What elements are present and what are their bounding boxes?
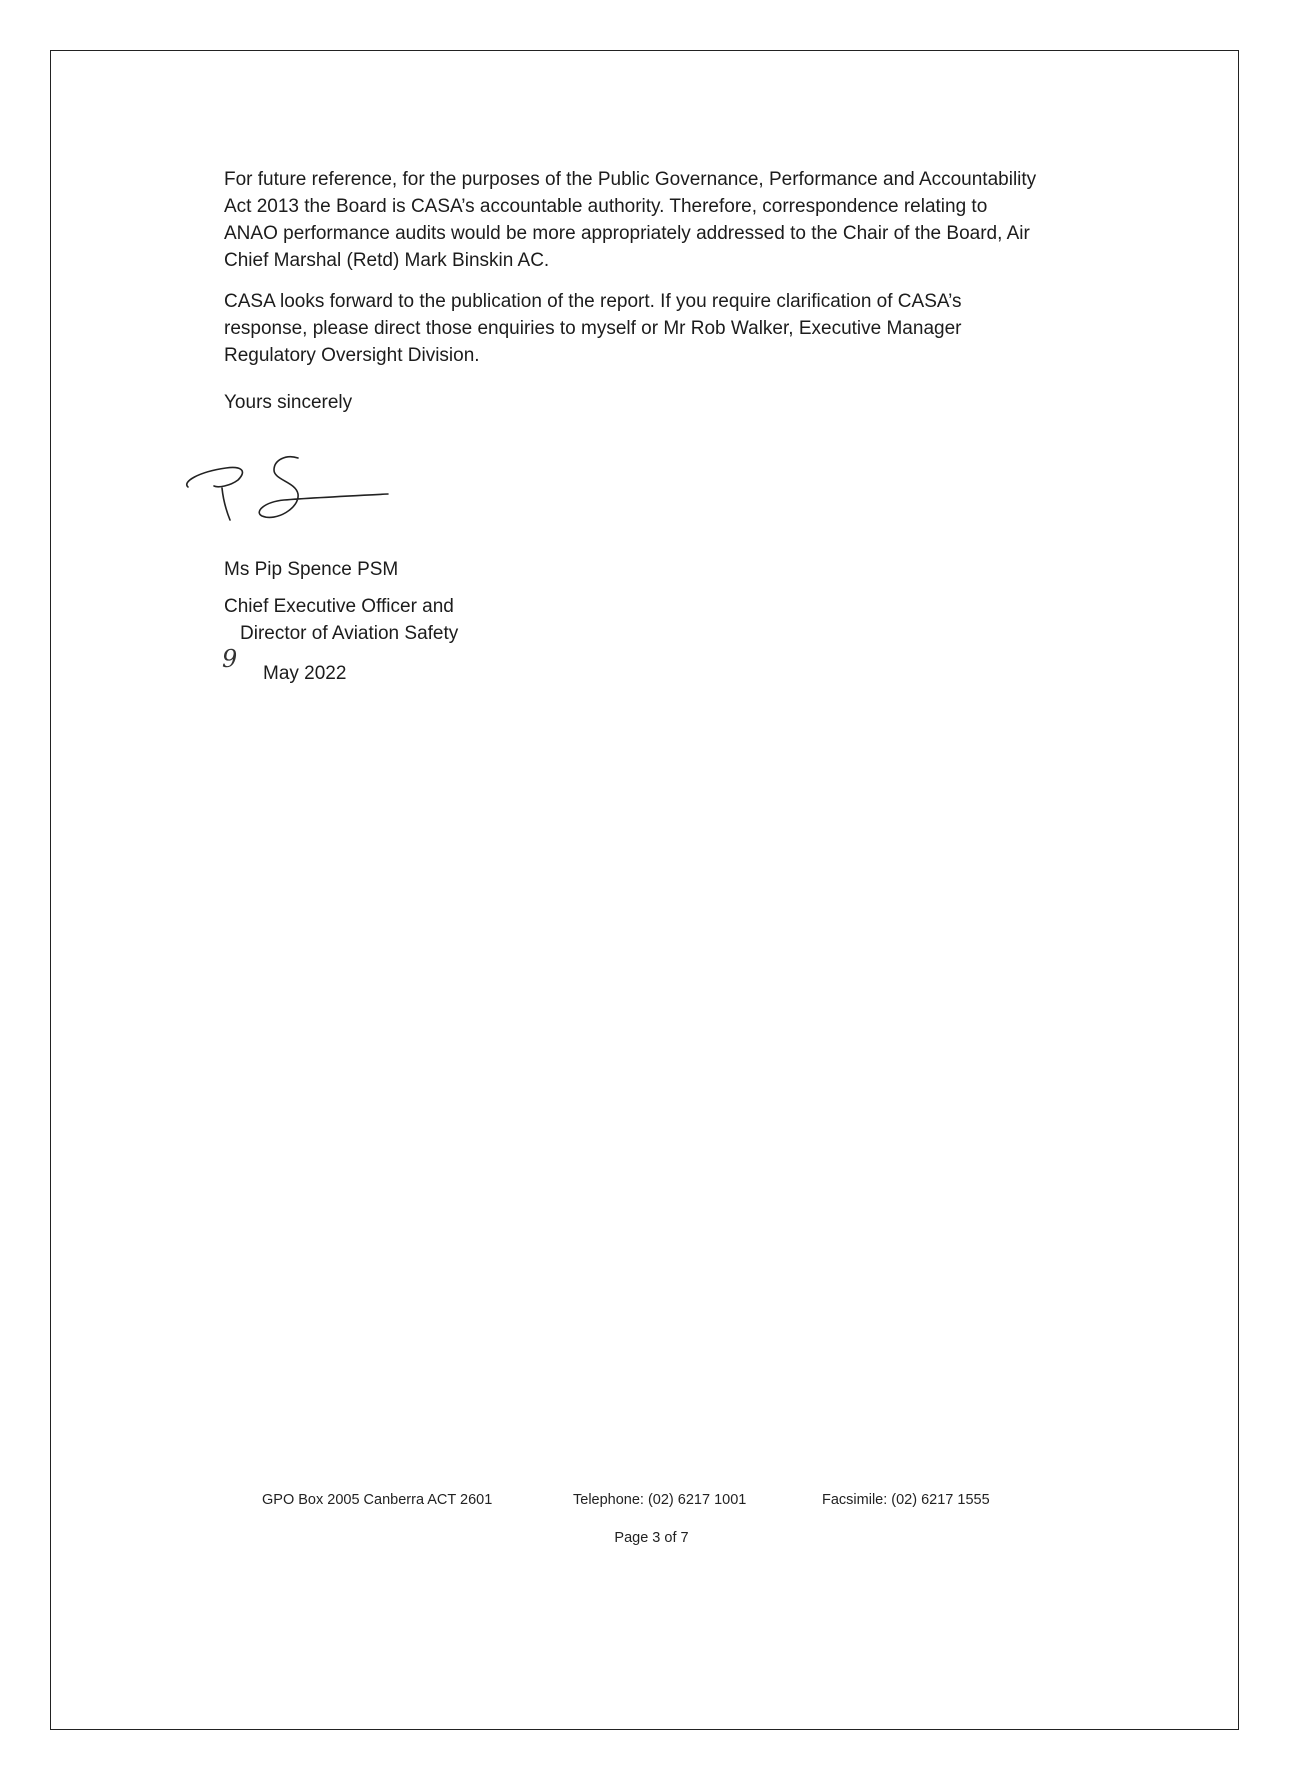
letter-body <box>224 166 1044 416</box>
footer-address: GPO Box 2005 Canberra ACT 2601 <box>262 1492 493 1508</box>
signatory-name: Ms Pip Spence PSM <box>224 559 399 580</box>
paragraph-publication: CASA looks forward to the publication of the report. If you require clarification of CASA’s response, please direct those enquiries to myself or Mr Rob Walker, Executive Manager Regulatory Oversight Division. <box>224 291 962 366</box>
date-month-year: May 2022 <box>263 663 347 684</box>
page-footer <box>0 1492 1289 1546</box>
signatory-title-line2: Director of Aviation Safety <box>240 623 459 644</box>
paragraph-accountable-authority: For future reference, for the purposes of the Public Governance, Performance and Accountability Act 2013 the Board is CASA’s accountable authority. Therefore, correspondence relating to ANAO performance audits would be more appropriately addressed to the Chair of the Board, Air Chief Marshal (Retd) Mark Binskin AC. <box>224 169 1037 271</box>
signatory-title-line1: Chief Executive Officer and <box>224 596 454 617</box>
signature-block <box>224 556 458 647</box>
footer-facsimile: Facsimile: (02) 6217 1555 <box>822 1492 990 1508</box>
signature-p-stem <box>222 488 230 520</box>
signature-p-stroke <box>187 468 243 488</box>
signature-s-stroke <box>259 457 388 518</box>
footer-contact-row <box>0 1492 1289 1514</box>
closing-salutation: Yours sincerely <box>224 392 353 413</box>
handwritten-date-day: 9 <box>222 645 238 673</box>
page-number: Page 3 of 7 <box>614 1530 689 1546</box>
footer-telephone: Telephone: (02) 6217 1001 <box>573 1492 747 1508</box>
handwritten-signature-icon <box>178 452 398 542</box>
